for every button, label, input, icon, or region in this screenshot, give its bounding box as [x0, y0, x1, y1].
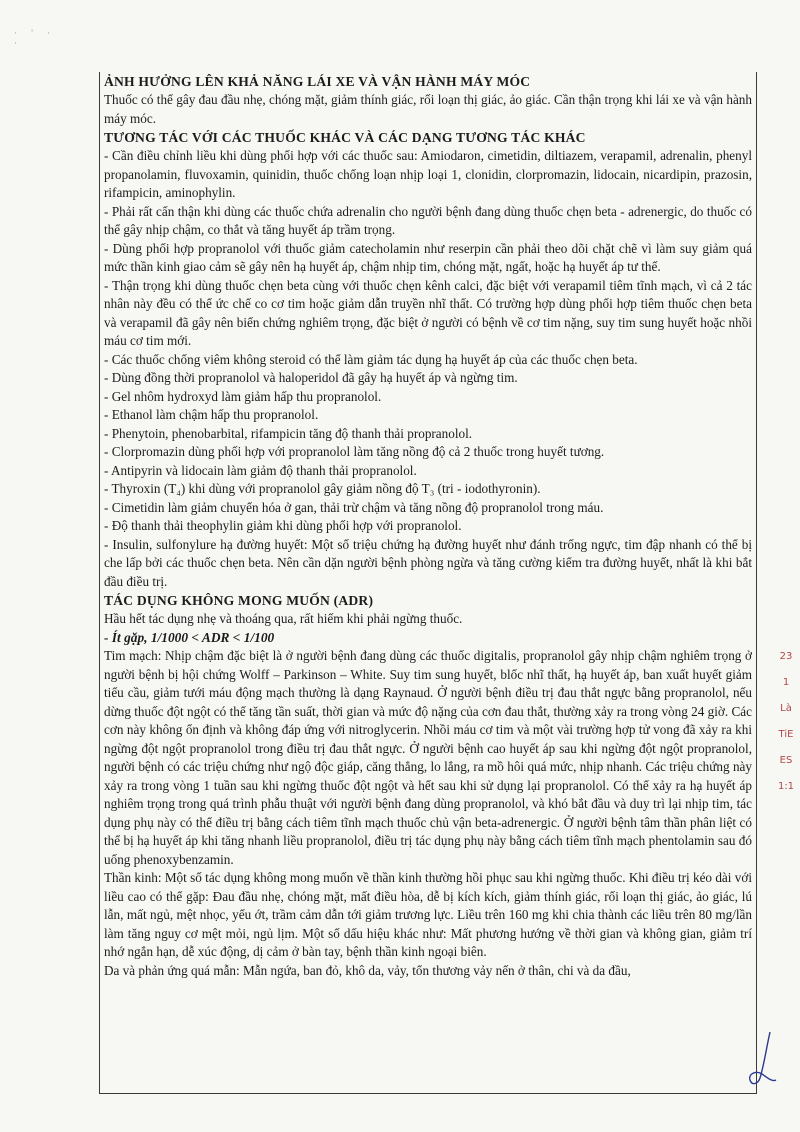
- interaction-item: - Dùng đồng thời propranolol và haloperidol đã gây hạ huyết áp và ngừng tim.: [104, 370, 518, 385]
- paragraph: Hầu hết tác dụng nhẹ và thoáng qua, rất hiếm khi phải ngừng thuốc.: [104, 611, 463, 626]
- interaction-item: - Insulin, sulfonylure hạ đường huyết: Một số triệu chứng hạ đường huyết như đánh trống ngực, tim đập nhanh có thể bị che lấp bởi các thuốc chẹn beta. Nên cần dặn người bệnh phòng ngừa và tăng cường kiểm tra đường huyết, nhất là khi bắt đầu điều trị.: [104, 536, 752, 589]
- adr-neurological: Thần kinh: Một số tác dụng không mong muốn về thần kinh thường hồi phục sau khi ngừng thuốc. Khi điều trị kéo dài với liều cao có thể gặp: Đau đầu nhẹ, chóng mặt, mất điều hòa, dễ bị kích kích, giảm thính giác, rối loạn thị giác, ảo giác, lú lẫn, mất ngủ, mệt nhọc, yếu ớt, trầm cảm dẫn tới giảm trương lực. Liều trên 160 mg khi chia thành các liều trên 80 mg/lần làm tăng nguy cơ mệt mỏi, ngủ lịm. Một số dấu hiệu khác như: Mất phương hướng về thời gian và không gian, giảm trí nhớ ngắn hạn, dễ xúc động, dị cảm ở bàn tay, bệnh thần kinh ngoại biên.: [104, 870, 752, 959]
- stamp-text: 1:1: [777, 781, 795, 792]
- interaction-item: - Các thuốc chống viêm không steroid có thể làm giảm tác dụng hạ huyết áp của các thuốc chẹn beta.: [104, 351, 638, 367]
- adr-cardiovascular: Tim mạch: Nhịp chậm đặc biệt là ở người bệnh đang dùng các thuốc digitalis, propranolol gây nhịp chậm nghiêm trọng ở người bệnh bị hội chứng Wolff – Parkinson – White. Suy tim sung huyết, blốc nhĩ thất, hạ huyết áp, ban xuất huyết giảm tiểu cầu, giảm tưới máu động mạch thường là dạng Raynaud. Ở người bệnh điều trị đau thắt ngực bằng propranolol, nếu dừng thuốc đột ngột có thể tăng tần suất, thời gian và mức độ nặng của cơn đau thắt, thường xảy ra trong vòng 24 giờ. Các cơn này không ổn định và không đáp ứng với nitroglycerin. Nhồi máu cơ tim và một vài trường hợp tử vong đã xảy ra khi ngừng đột ngột propranolol trong điều trị đau thắt ngực. Ở người bệnh cao huyết áp sau khi ngừng đột ngột propranolol, người bệnh có các triệu chứng như ngộ độc giáp, căng thẳng, lo lắng, ra mồ hôi quá mức, nhịp nhanh. Các triệu chứng này xảy ra trong vòng 1 tuần sau khi ngừng thuốc đột ngột và hết sau khi sử dụng lại propranolol. Có thể xảy ra hạ huyết áp nghiêm trọng trong quá trình phẫu thuật với người bệnh đang dùng propranolol, và khó bắt đầu và duy trì lại nhịp tim, tác dụng phụ này có thể điều trị bằng cách tiêm tĩnh mạch thuốc chủ vận beta-adrenergic. Ở người bệnh tâm thần phân liệt có thể bị hạ huyết áp khi tăng nhanh liều propranolol, điều trị tác dụng phụ này bằng cách tiêm tĩnh mạch phentolamin sau đó uống phenoxybenzamin.: [104, 648, 752, 867]
- signature-mark: [742, 1030, 782, 1090]
- interaction-item: - Cimetidin làm giảm chuyển hóa ở gan, thải trừ chậm và tăng nồng độ propranolol trong máu.: [104, 499, 604, 515]
- stamp-text: Là: [780, 703, 792, 714]
- section-heading-driving: ẢNH HƯỞNG LÊN KHẢ NĂNG LÁI XE VÀ VẬN HÀNH MÁY MÓC: [104, 74, 531, 89]
- adr-skin: Da và phản ứng quá mẫn: Mẫn ngứa, ban đỏ, khô da, vảy, tổn thương vảy nến ở thân, chi và da đầu,: [104, 962, 631, 978]
- section-heading-interactions: TƯƠNG TÁC VỚI CÁC THUỐC KHÁC VÀ CÁC DẠNG TƯƠNG TÁC KHÁC: [104, 130, 586, 145]
- interaction-item: - Dùng phối hợp propranolol với thuốc giảm catecholamin như reserpin cần phải theo dõi chặt chẽ vì làm suy giảm quá mức thần kinh giao cảm sẽ gây nên hạ huyết áp, chậm nhịp tim, chóng mặt, ngất, hoặc hạ huyết áp tư thế.: [104, 240, 752, 274]
- interaction-item: - Cần điều chỉnh liều khi dùng phối hợp với các thuốc sau: Amiodaron, cimetidin, diltiazem, verapamil, adrenalin, phenyl propanolamin, fluvoxamin, quinidin, thuốc chống loạn nhịp loại 1, clonidin, clorpromazin, lidocain, nicardipin, prazosin, rifampicin, aminophylin.: [104, 148, 752, 200]
- side-stamp: [776, 650, 796, 850]
- stamp-text: 23: [779, 651, 793, 662]
- interaction-item: - Phenytoin, phenobarbital, rifampicin tăng độ thanh thải propranolol.: [104, 425, 473, 441]
- interaction-item: - Thyroxin (T₄) khi dùng với propranolol gây giảm nồng độ T₃ (tri - iodothyronin).: [104, 481, 541, 496]
- interaction-item: - Clorpromazin dùng phối hợp với propranolol làm tăng nồng độ cả 2 thuốc trong huyết tương.: [104, 444, 605, 459]
- interaction-item: - Phải rất cẩn thận khi dùng các thuốc chứa adrenalin cho người bệnh đang dùng thuốc chẹn beta - adrenergic, do thuốc có thể gây nhịp chậm, co thắt và tăng huyết áp trầm trọng.: [104, 203, 752, 237]
- document-page: [99, 72, 757, 1094]
- section-heading-adr: TÁC DỤNG KHÔNG MONG MUỐN (ADR): [104, 593, 374, 608]
- stamp-text: ES: [779, 755, 793, 766]
- paragraph: Thuốc có thể gây đau đầu nhẹ, chóng mặt, giảm thính giác, rối loạn thị giác, ảo giác. Cần thận trọng khi lái xe và vận hành máy móc.: [104, 92, 752, 126]
- stamp-text: TiE: [778, 729, 794, 740]
- scan-noise-marks: · ' · ·: [14, 28, 57, 48]
- interaction-item: - Ethanol làm chậm hấp thu propranolol.: [104, 407, 319, 422]
- stamp-text: 1: [782, 677, 790, 688]
- interaction-item: - Thận trọng khi dùng thuốc chẹn beta cùng với thuốc chẹn kênh calci, đặc biệt với verapamil tiêm tĩnh mạch, vì cả 2 tác nhân này đều có thể ức chế co cơ tim hoặc giảm dẫn truyền nhĩ thất. Có trường hợp dùng phối hợp tiêm thuốc chẹn beta và verapamil đã gây nên biến chứng nghiêm trọng, đặc biệt ở người có bệnh về cơ tim nặng, suy tim sung huyết hoặc nhồi máu cơ tim mới.: [104, 277, 752, 348]
- interaction-item: - Độ thanh thải theophylin giảm khi dùng phối hợp với propranolol.: [104, 518, 462, 533]
- interaction-item: - Antipyrin và lidocain làm giảm độ thanh thải propranolol.: [104, 462, 417, 478]
- interaction-item: - Gel nhôm hydroxyd làm giảm hấp thu propranolol.: [104, 388, 382, 404]
- subheading-frequency: - Ít gặp, 1/1000 < ADR < 1/100: [104, 629, 275, 645]
